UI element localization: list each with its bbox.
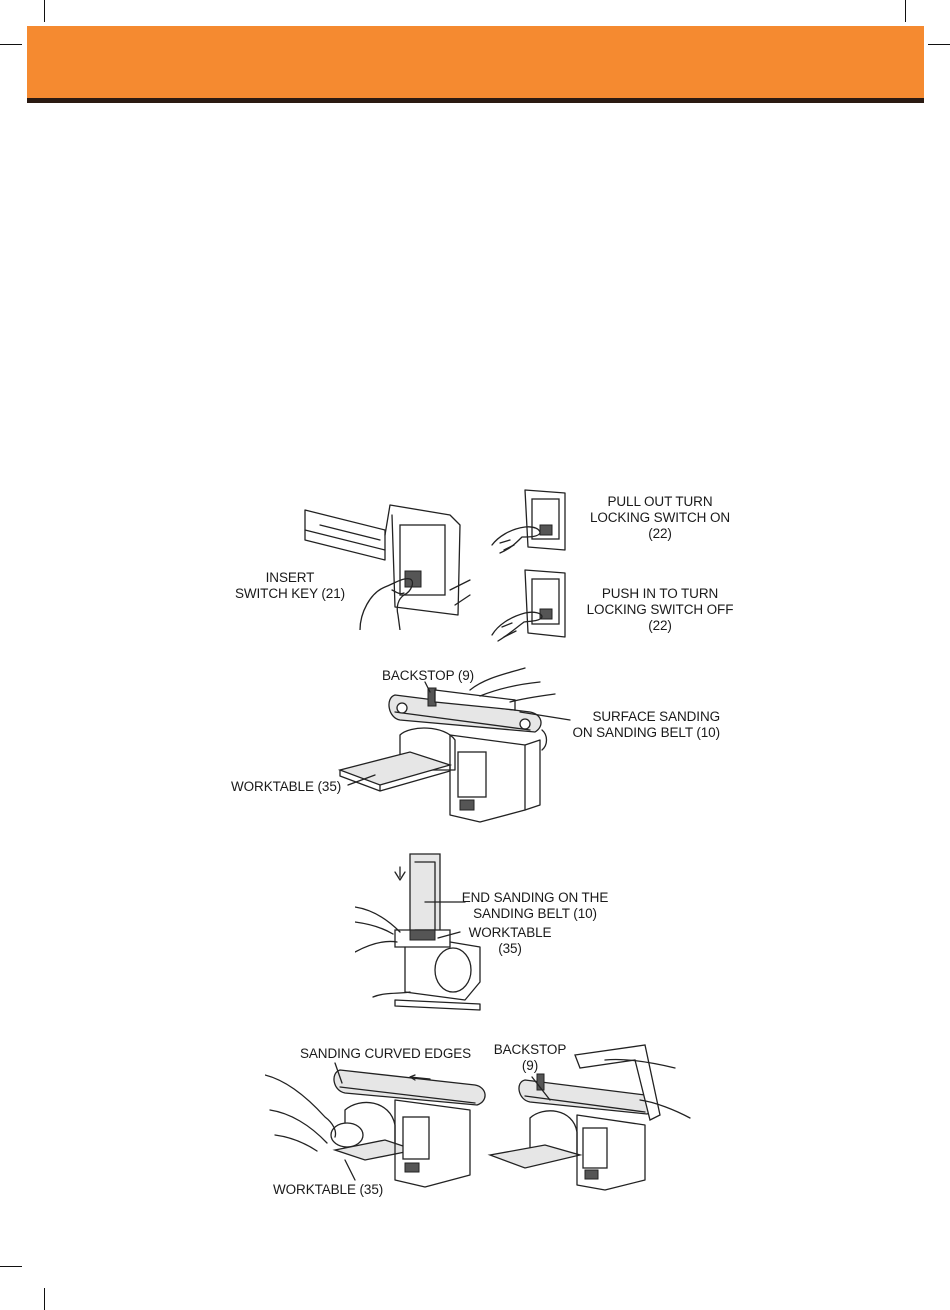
push-in-label-line2: LOCKING SWITCH OFF (586, 602, 734, 617)
surface-sanding-label-line2: ON SANDING BELT (10) (572, 725, 720, 740)
pull-out-label-line2: LOCKING SWITCH ON (589, 510, 731, 525)
surface-sanding-label-line1: SURFACE SANDING (592, 709, 720, 724)
insert-key-label-line1: INSERT (265, 570, 315, 585)
crop-mark (44, 0, 45, 22)
push-in-switch-illustration (490, 565, 570, 645)
end-sanding-label-line2: SANDING BELT (10) (473, 906, 597, 921)
end-sanding-label (445, 890, 625, 922)
insert-key-label (200, 570, 380, 602)
backstop-label-2-line2: (9) (521, 1058, 539, 1073)
pull-out-label (560, 494, 760, 542)
header-rule (27, 98, 924, 103)
end-sanding-label-line1: END SANDING ON THE (461, 890, 609, 905)
surface-sanding-leader-lines (330, 660, 590, 800)
crop-mark (0, 44, 22, 45)
push-in-label-line3: (22) (648, 618, 672, 633)
worktable-label-2-line2: (35) (498, 941, 522, 956)
pull-out-label-line3: (22) (648, 526, 672, 541)
worktable-label-2-line1: WORKTABLE (468, 925, 552, 940)
crop-mark (905, 0, 906, 22)
crop-mark (928, 44, 950, 45)
curved-edges-label-text: SANDING CURVED EDGES (300, 1046, 472, 1061)
pull-out-label-line1: PULL OUT TURN (607, 494, 713, 509)
curved-edges-leader-lines (300, 1055, 560, 1195)
worktable-label-2 (455, 925, 565, 957)
pull-out-switch-illustration (490, 485, 570, 555)
header-band (27, 26, 924, 98)
end-sanding-leader-lines (420, 890, 470, 950)
push-in-label (560, 586, 760, 634)
crop-mark (0, 1266, 22, 1267)
crop-mark (44, 1288, 45, 1310)
worktable-label-1-text: WORKTABLE (35) (231, 779, 342, 794)
push-in-label-line1: PUSH IN TO TURN (601, 586, 719, 601)
worktable-label-3-text: WORKTABLE (35) (273, 1182, 384, 1197)
insert-key-label-line2: SWITCH KEY (21) (234, 586, 346, 601)
backstop-label-2-line1: BACKSTOP (493, 1042, 567, 1057)
backstop-label-text: BACKSTOP (9) (382, 668, 475, 683)
switch-key-illustration (300, 495, 475, 630)
